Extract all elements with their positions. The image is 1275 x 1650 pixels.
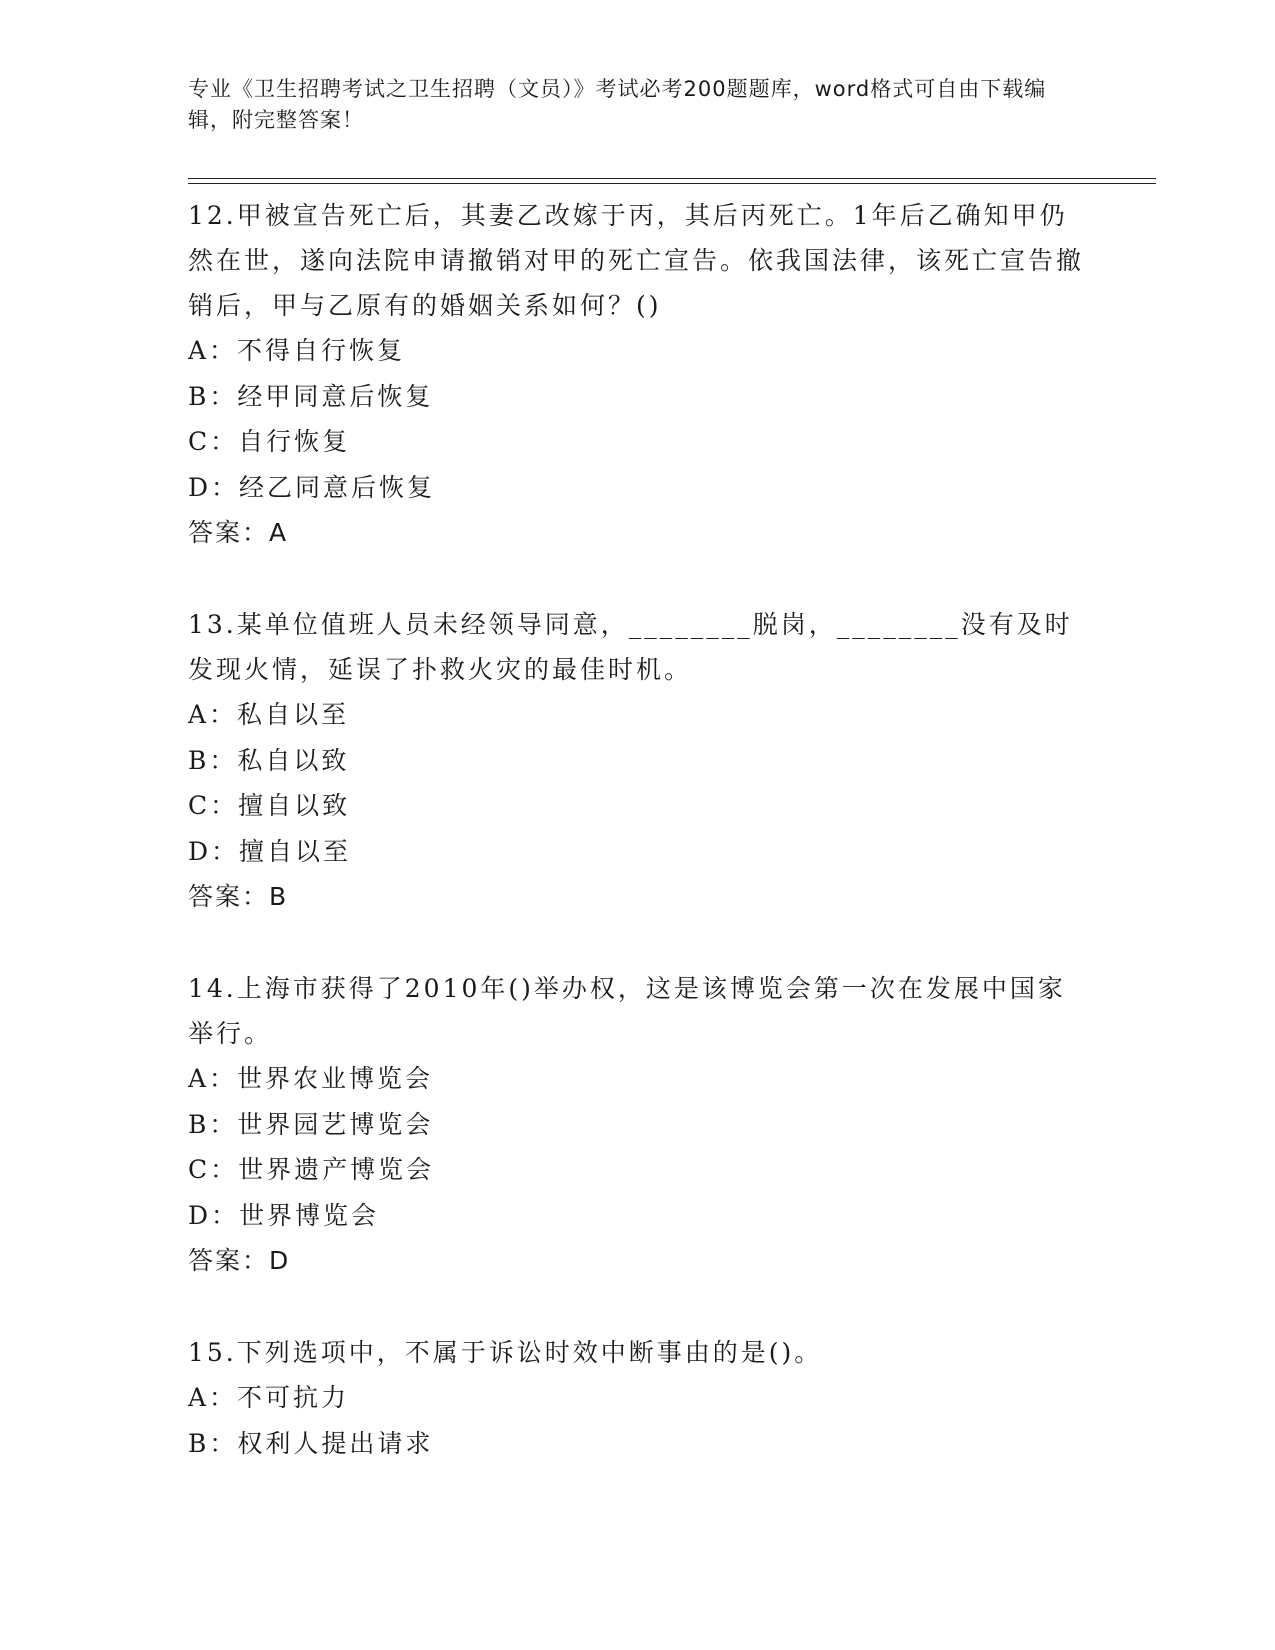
option-c: C：擅自以致 bbox=[188, 791, 351, 820]
option-a: A：世界农业博览会 bbox=[188, 1064, 434, 1093]
answer: 答案：B bbox=[188, 882, 289, 911]
question-13 bbox=[188, 602, 1088, 920]
answer: 答案：A bbox=[188, 518, 289, 547]
option-c: C：世界遗产博览会 bbox=[188, 1155, 435, 1184]
option-b: B：世界园艺博览会 bbox=[188, 1109, 434, 1139]
answer: 答案：D bbox=[188, 1246, 291, 1275]
header-rule-bottom bbox=[188, 183, 1156, 184]
question-12 bbox=[188, 193, 1088, 556]
question-stem: 13.某单位值班人员未经领导同意，________脱岗，________没有及时发现火情，延误了扑救火灾的最佳时机。 bbox=[188, 610, 1073, 684]
option-b: B：经甲同意后恢复 bbox=[188, 381, 434, 411]
question-list bbox=[188, 193, 1088, 1512]
option-d: D：世界博览会 bbox=[188, 1200, 380, 1230]
option-c: C：自行恢复 bbox=[188, 427, 351, 456]
question-stem: 14.上海市获得了2010年()举办权，这是该博览会第一次在发展中国家举行。 bbox=[188, 974, 1066, 1048]
document-header: 专业《卫生招聘考试之卫生招聘（文员）》考试必考200题题库，word格式可自由下载编辑，附完整答案！ bbox=[188, 77, 1047, 132]
option-a: A：不可抗力 bbox=[188, 1383, 350, 1412]
question-14 bbox=[188, 966, 1088, 1284]
question-stem: 15.下列选项中，不属于诉讼时效中断事由的是()。 bbox=[188, 1338, 823, 1367]
option-a: A：不得自行恢复 bbox=[188, 336, 406, 365]
option-d: D：擅自以至 bbox=[188, 836, 352, 866]
option-d: D：经乙同意后恢复 bbox=[188, 472, 436, 502]
option-b: B：私自以致 bbox=[188, 745, 350, 775]
header-rule-top bbox=[188, 178, 1156, 179]
question-stem: 12.甲被宣告死亡后，其妻乙改嫁于丙，其后丙死亡。1年后乙确知甲仍然在世，遂向法院申请撤销对甲的死亡宣告。依我国法律，该死亡宣告撤销后，甲与乙原有的婚姻关系如何？() bbox=[188, 201, 1085, 320]
option-a: A：私自以至 bbox=[188, 700, 350, 729]
question-15 bbox=[188, 1330, 1088, 1466]
option-b: B：权利人提出请求 bbox=[188, 1428, 434, 1458]
